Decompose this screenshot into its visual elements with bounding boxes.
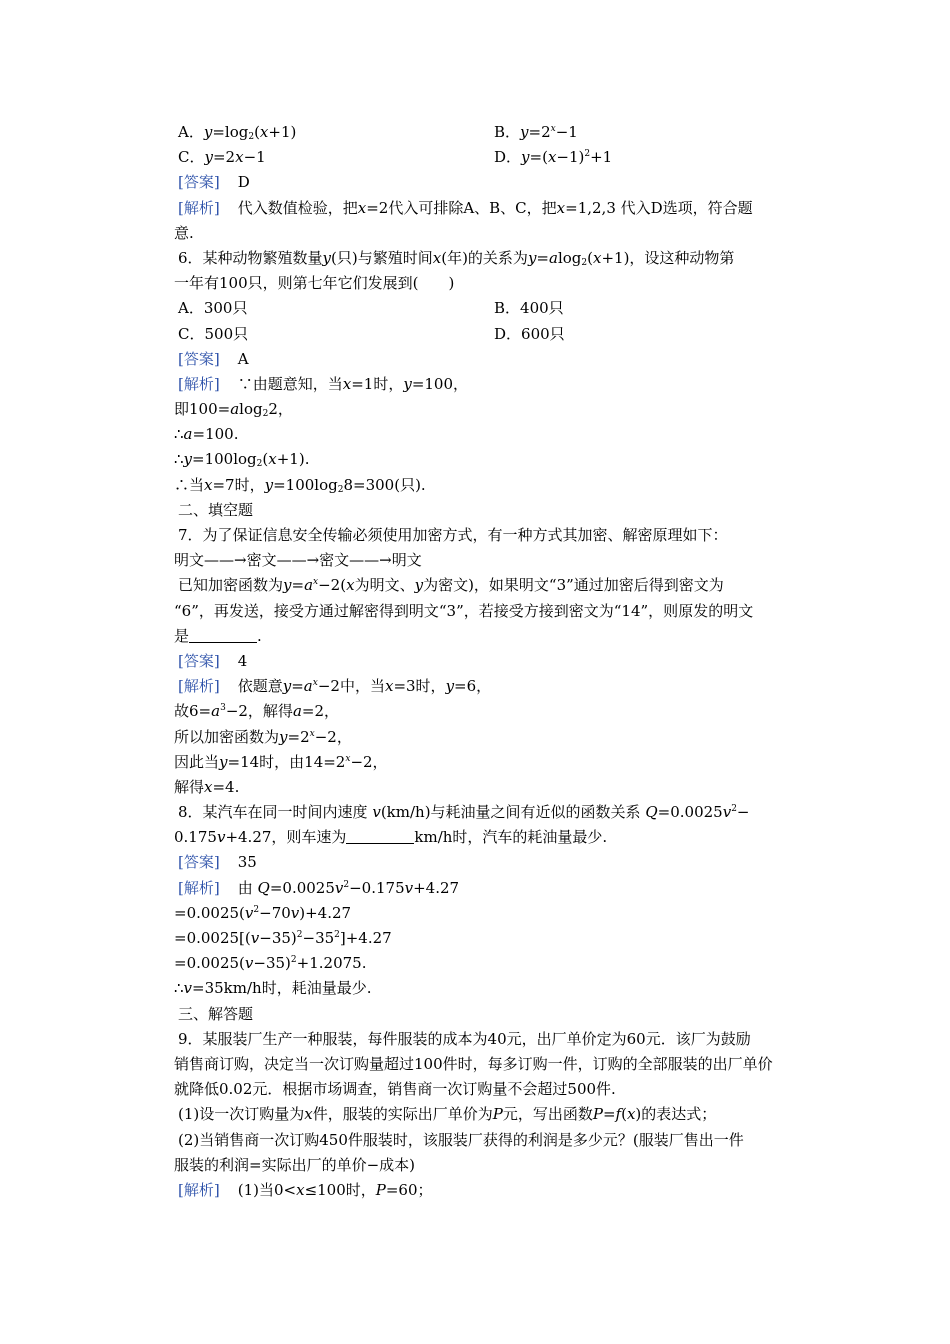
q5-option-b[interactable]: B．$y=2^x-1$ [494,123,578,141]
answer-tag: [答案] [178,173,220,192]
q6-options-cd [174,322,814,347]
q8-step-3: $=0.0025(v-35)^2+1.2075$. [174,954,367,973]
q7-question: 7．为了保证信息安全传输必须使用加密方式，有一种方式其加密、解密原理如下： [178,526,728,544]
q9-question-1: 9．某服装厂生产一种服装，每件服装的成本为40元，出厂单价定为60元．该厂为鼓励 [178,1029,751,1048]
q8-step-4: ∴v=35km/h时，耗油量最少. [174,979,372,998]
analysis-tag: [解析] [178,878,220,897]
q6-option-d[interactable]: D．600只 [494,324,565,343]
q6-option-a[interactable]: A．300只 [178,299,248,318]
q7-question-2: 已知加密函数为$y=a^x-2(x$为明文、y为密文)，如果明文“3”通过加密后得到密文为 [178,576,724,595]
q7-step-2: 所以加密函数为$y=2^x-2$， [174,727,352,746]
q7-question-3: “6”，再发送，接受方通过解密得到明文“3”，若接受方接到密文为“14”，则原发的明文 [174,601,754,620]
q6-option-b[interactable]: B．400只 [494,299,564,318]
q8-answer: [答案] 35 [178,853,257,872]
analysis-tag: [解析] [178,1180,220,1199]
analysis-tag: [解析] [178,374,220,393]
q6-step-2: ∴a=100. [174,425,239,444]
q5-analysis: [解析] 代入数值检验，把x=2代入可排除A、B、C，把x=1,2,3 代入D选项，符合题 [178,198,753,217]
answer-blank[interactable] [189,628,257,643]
q7-question-4: 是 . [174,626,262,645]
q6-question: 6．某种动物繁殖数量y(只)与繁殖时间x(年)的关系为y=alog$_2$(x+1)，设这种动物第 [178,248,735,268]
q7-step-3: 因此当y=14时，由$14=2^x-2$， [174,752,388,771]
q9-analysis: [解析] (1)当0<x≤100时，P=60； [178,1180,433,1199]
q6-step-1: 即100=alog$_2$2， [174,400,293,420]
analysis-tag: [解析] [178,677,220,696]
q7-answer: [答案] 4 [178,651,248,670]
q8-step-2: $=0.0025[(v-35)^2-35^2]+4.27$ [174,929,392,947]
q6-answer: [答案] A [178,349,249,368]
q6-question-line2: 一年有100只，则第七年它们发展到( ) [174,274,455,293]
q5-option-a[interactable]: A．$y=\log_2(x+1)$ [178,123,297,142]
q5-options-ab [174,120,814,145]
q6-option-c[interactable]: C．500只 [178,324,249,343]
answer-tag: [答案] [178,651,220,670]
section-fill-in: 二、填空题 [178,500,254,519]
document-page [174,120,814,1203]
q9-part-1: (1)设一次订购量为x件，服装的实际出厂单价为P元，写出函数P=f(x)的表达式； [178,1105,717,1124]
q5-option-d[interactable]: D．$y=(x-1)^2+1$ [494,148,613,167]
q9-part-2: (2)当销售商一次订购450件服装时，该服装厂获得的利润是多少元？(服装厂售出一件 [178,1130,744,1149]
q5-analysis-end: 意. [174,223,194,242]
section-solve: 三、解答题 [178,1004,254,1023]
q7-flow: 明文——→密文——→密文——→明文 [174,551,422,570]
q8-question: 8．某汽车在同一时间内速度 v(km/h)与耗油量之间有近似的函数关系 $Q=0.0025v^2-$ [178,803,750,822]
q6-options-ab [174,296,814,321]
q8-question-2: 0.175v+4.27，则车速为 km/h时，汽车的耗油量最少. [174,828,608,847]
answer-tag: [答案] [178,349,220,368]
q8-step-1: $=0.0025(v^2-70v)+4.27$ [174,903,352,922]
q6-step-4: ∴当x=7时，$y=100\log_28=300$(只). [174,475,426,495]
answer-blank[interactable] [346,829,414,844]
q9-question-2: 销售商订购，决定当一次订购量超过100件时，每多订购一件，订购的全部服装的出厂单价 [174,1054,773,1073]
q5-options-cd [174,145,814,170]
answer-tag: [答案] [178,853,220,872]
q7-step-1: 故$6=a^3-2$，解得a=2， [174,702,340,721]
q5-option-c[interactable]: C．y=2x−1 [178,148,266,167]
q7-analysis: [解析] 依题意$y=a^x-2$中，当x=3时，y=6， [178,677,492,696]
q6-analysis: [解析] ∵由题意知，当x=1时，y=100， [178,374,469,393]
q9-question-3: 就降低0.02元．根据市场调查，销售商一次订购量不会超过500件. [174,1080,616,1099]
q5-answer: [答案] D [178,173,250,192]
q8-analysis: [解析] 由 $Q=0.0025v^2-0.175v+4.27$ [178,878,460,897]
q6-step-3: $\therefore y=100\log_2(x+1)$. [174,450,310,470]
q7-step-4: 解得x=4. [174,777,240,796]
analysis-tag: [解析] [178,198,220,217]
q9-part-2-line2: 服装的利润=实际出厂的单价−成本) [174,1155,415,1174]
